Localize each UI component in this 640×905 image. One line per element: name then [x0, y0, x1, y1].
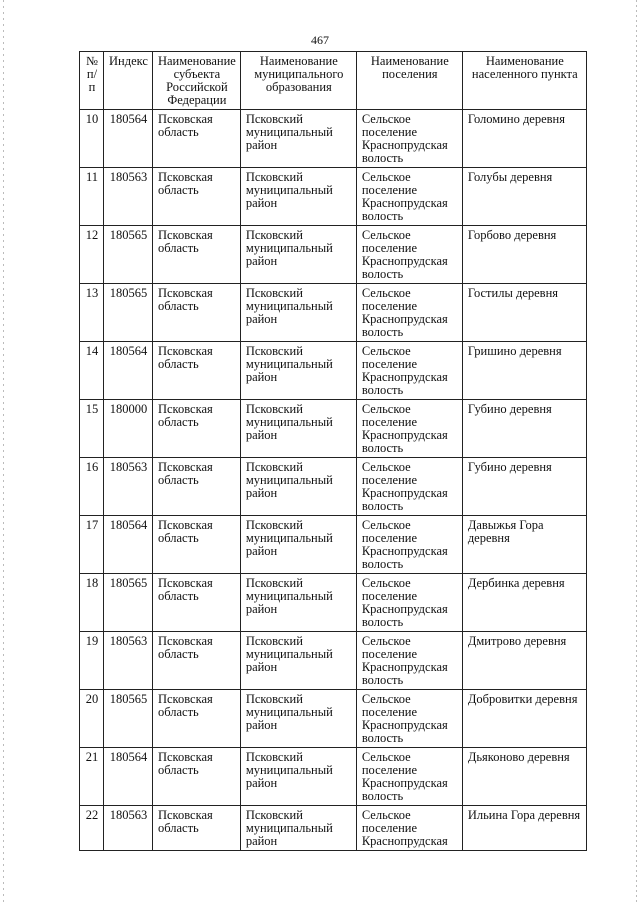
cell-municipality: Псковский муниципальный район — [240, 226, 356, 284]
cell-locality: Губино деревня — [462, 400, 586, 458]
page-number: 467 — [311, 33, 329, 47]
table-row — [80, 400, 587, 458]
table-row — [80, 806, 587, 851]
cell-settlement: Сельское поселение Краснопрудская волость — [356, 342, 462, 400]
cell-settlement: Сельское поселение Краснопрудская волость — [356, 226, 462, 284]
header-index: Индекс — [104, 52, 153, 110]
cell-settlement: Сельское поселение Краснопрудская волость — [356, 632, 462, 690]
cell-subject: Псковская область — [152, 748, 240, 806]
cell-locality: Дмитрово деревня — [462, 632, 586, 690]
cell-municipality: Псковский муниципальный район — [240, 342, 356, 400]
cell-num: 15 — [80, 400, 104, 458]
table-row — [80, 168, 587, 226]
cell-municipality: Псковский муниципальный район — [240, 168, 356, 226]
settlements-table — [79, 51, 587, 851]
header-num: № п/п — [80, 52, 104, 110]
cell-num: 20 — [80, 690, 104, 748]
cell-index: 180563 — [104, 632, 153, 690]
cell-locality: Голомино деревня — [462, 110, 586, 168]
cell-locality: Гришино деревня — [462, 342, 586, 400]
cell-num: 10 — [80, 110, 104, 168]
cell-locality: Добровитки деревня — [462, 690, 586, 748]
cell-settlement: Сельское поселение Краснопрудская волость — [356, 168, 462, 226]
cell-locality: Голубы деревня — [462, 168, 586, 226]
cell-subject: Псковская область — [152, 574, 240, 632]
cell-index: 180565 — [104, 690, 153, 748]
table-row — [80, 226, 587, 284]
header-settlement: Наименование поселения — [356, 52, 462, 110]
cell-subject: Псковская область — [152, 690, 240, 748]
cell-subject: Псковская область — [152, 110, 240, 168]
cell-municipality: Псковский муниципальный район — [240, 632, 356, 690]
cell-num: 17 — [80, 516, 104, 574]
cell-num: 22 — [80, 806, 104, 851]
header-municipality: Наименование муниципального образования — [240, 52, 356, 110]
cell-index: 180564 — [104, 516, 153, 574]
cell-municipality: Псковский муниципальный район — [240, 574, 356, 632]
cell-locality: Губино деревня — [462, 458, 586, 516]
cell-locality: Дербинка деревня — [462, 574, 586, 632]
cell-subject: Псковская область — [152, 168, 240, 226]
cell-subject: Псковская область — [152, 400, 240, 458]
cell-index: 180565 — [104, 226, 153, 284]
table-row — [80, 342, 587, 400]
cell-municipality: Псковский муниципальный район — [240, 748, 356, 806]
table-row — [80, 748, 587, 806]
cell-municipality: Псковский муниципальный район — [240, 400, 356, 458]
cell-index: 180565 — [104, 284, 153, 342]
cell-index: 180000 — [104, 400, 153, 458]
cell-subject: Псковская область — [152, 458, 240, 516]
cell-num: 12 — [80, 226, 104, 284]
cell-index: 180564 — [104, 110, 153, 168]
table-row — [80, 516, 587, 574]
scan-edge-left — [3, 0, 4, 905]
scan-edge-right — [636, 0, 637, 905]
cell-subject: Псковская область — [152, 342, 240, 400]
cell-subject: Псковская область — [152, 284, 240, 342]
header-subject: Наименование субъекта Российской Федерации — [152, 52, 240, 110]
cell-num: 16 — [80, 458, 104, 516]
cell-subject: Псковская область — [152, 632, 240, 690]
table-row — [80, 574, 587, 632]
cell-municipality: Псковский муниципальный район — [240, 110, 356, 168]
cell-settlement: Сельское поселение Краснопрудская волость — [356, 110, 462, 168]
cell-settlement: Сельское поселение Краснопрудская волость — [356, 690, 462, 748]
cell-num: 21 — [80, 748, 104, 806]
cell-municipality: Псковский муниципальный район — [240, 690, 356, 748]
cell-settlement: Сельское поселение Краснопрудская волость — [356, 400, 462, 458]
table-row — [80, 632, 587, 690]
cell-settlement: Сельское поселение Краснопрудская волость — [356, 748, 462, 806]
cell-index: 180564 — [104, 748, 153, 806]
cell-municipality: Псковский муниципальный район — [240, 458, 356, 516]
table-header-row — [80, 52, 587, 110]
cell-municipality: Псковский муниципальный район — [240, 284, 356, 342]
cell-locality: Горбово деревня — [462, 226, 586, 284]
cell-num: 13 — [80, 284, 104, 342]
table-row — [80, 690, 587, 748]
cell-index: 180565 — [104, 574, 153, 632]
cell-municipality: Псковский муниципальный район — [240, 806, 356, 851]
cell-index: 180563 — [104, 806, 153, 851]
cell-num: 18 — [80, 574, 104, 632]
table-row — [80, 284, 587, 342]
table-row — [80, 458, 587, 516]
cell-settlement: Сельское поселение Краснопрудская — [356, 806, 462, 851]
table-row — [80, 110, 587, 168]
header-locality: Наименование населенного пункта — [462, 52, 586, 110]
cell-subject: Псковская область — [152, 516, 240, 574]
cell-num: 11 — [80, 168, 104, 226]
cell-index: 180563 — [104, 168, 153, 226]
cell-locality: Давыжья Гора деревня — [462, 516, 586, 574]
cell-index: 180563 — [104, 458, 153, 516]
cell-index: 180564 — [104, 342, 153, 400]
cell-subject: Псковская область — [152, 226, 240, 284]
cell-settlement: Сельское поселение Краснопрудская волость — [356, 516, 462, 574]
cell-settlement: Сельское поселение Краснопрудская волость — [356, 458, 462, 516]
cell-municipality: Псковский муниципальный район — [240, 516, 356, 574]
cell-locality: Ильина Гора деревня — [462, 806, 586, 851]
cell-num: 14 — [80, 342, 104, 400]
cell-locality: Дьяконово деревня — [462, 748, 586, 806]
cell-num: 19 — [80, 632, 104, 690]
cell-locality: Гостилы деревня — [462, 284, 586, 342]
cell-settlement: Сельское поселение Краснопрудская волость — [356, 284, 462, 342]
cell-settlement: Сельское поселение Краснопрудская волость — [356, 574, 462, 632]
cell-subject: Псковская область — [152, 806, 240, 851]
